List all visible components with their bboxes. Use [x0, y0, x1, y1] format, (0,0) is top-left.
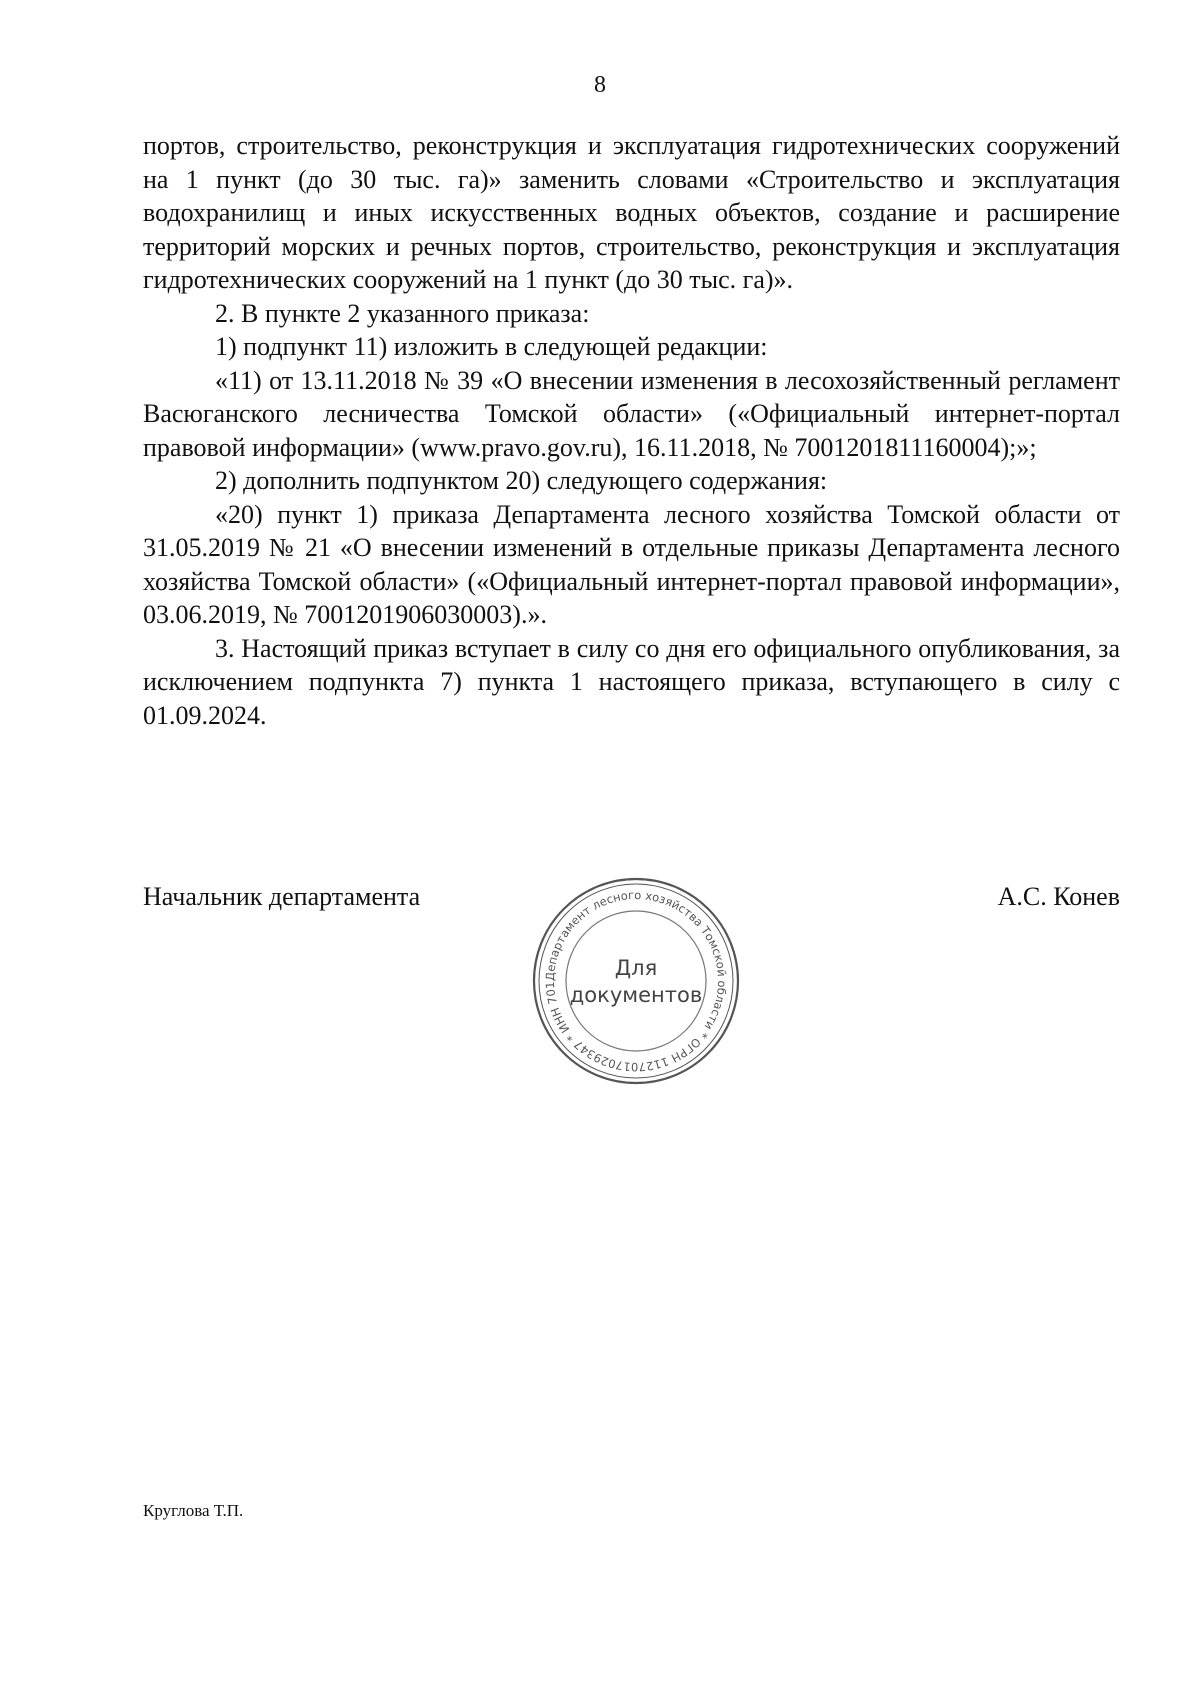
- signatory-name: А.С. Конев: [997, 882, 1120, 911]
- signatory-title: Начальник департамента: [143, 882, 421, 911]
- paragraph-subitem-20-text: «20) пункт 1) приказа Департамента лесного хозяйства Томской области от 31.05.2019 № 21 «О внесении изменений в отдельные приказы Департамента лесного хозяйства Томской области» («Официальный интернет-портал правовой информации», 03.06.2019, № 7001201906030003).».: [143, 499, 1120, 629]
- seal-center-text: [530, 955, 742, 1009]
- paragraph-subitem-2: 2) дополнить подпунктом 20) следующего содержания:: [215, 466, 828, 495]
- seal-center-line1: Для: [614, 956, 658, 980]
- order-body: [143, 129, 1120, 732]
- paragraph-subitem-1: 1) подпункт 11) изложить в следующей редакции:: [215, 332, 768, 361]
- page-number: 8: [594, 72, 606, 98]
- seal-center-line2: документов: [569, 983, 703, 1007]
- official-seal: [530, 875, 742, 1087]
- paragraph-continuation: портов, строительство, реконструкция и эксплуатация гидротехнических сооружений на 1 пункт (до 30 тыс. га)» заменить словами «Строительство и эксплуатация водохранилищ и иных искусственных водных объектов, создание и расширение территорий морских и речных портов, строительство, реконструкция и эксплуатация гидротехнических сооружений на 1 пункт (до 30 тыс. га)».: [143, 131, 1120, 294]
- seal-ring-text: Департамент лесного хозяйства Томской области * ОГРН 1127017029347 * ИНН 701: [542, 887, 730, 1075]
- executor-name: Круглова Т.П.: [143, 1501, 244, 1520]
- paragraph-subitem-11-text: «11) от 13.11.2018 № 39 «О внесении изменения в лесохозяйственный регламент Васюганского лесничества Томской области» («Официальный интернет-портал правовой информации» (www.pravo.gov.ru), 16.11.2018, № 7001201811160004);»;: [143, 365, 1120, 462]
- paragraph-item-2: 2. В пункте 2 указанного приказа:: [215, 298, 590, 328]
- paragraph-item-3: 3. Настоящий приказ вступает в силу со дня его официального опубликования, за исключением подпункта 7) пункта 1 настоящего приказа, вступающего в силу с 01.09.2024.: [143, 633, 1120, 730]
